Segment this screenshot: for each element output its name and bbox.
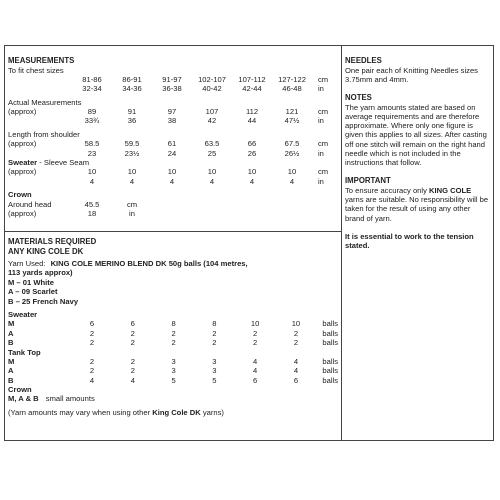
sleeve-label: Sweater - Sleeve Seam	[8, 158, 90, 168]
actual-label: Actual Measurements	[8, 97, 82, 107]
tank-row-m: M 2 2 3 3 4 4 balls	[8, 356, 338, 366]
measurements-title: MEASUREMENTS	[8, 56, 75, 65]
needles-block	[345, 56, 491, 84]
tension-text: It is essential to work to the tension stated.	[345, 231, 474, 250]
length-label: Length from shoulder	[8, 129, 80, 139]
notes-block	[345, 93, 491, 167]
crown-cm-row: Around head 45.5 cm	[8, 199, 138, 209]
length-in-row: 23 23½ 24 25 26 26½ in	[87, 148, 324, 158]
sleeve-in-row: 4 4 4 4 4 4 in	[89, 176, 324, 186]
to-fit-cm-row: 81-86 86-91 91-97 102-107 107-112 127-122 cm	[82, 74, 329, 84]
notes-text: The yarn amounts stated are based on average requirements and are therefore approximate. Where only one figure is given this applies to all sizes. After casting off one stitch will remain on the right hand needle which is not included in the instructions that follow.	[345, 102, 487, 167]
sweater-row-m: M 6 6 8 8 10 10 balls	[8, 319, 338, 329]
sweater-row-a: A 2 2 2 2 2 2 balls	[8, 328, 338, 338]
section-divider	[5, 231, 341, 232]
important-block	[345, 176, 491, 223]
measurements-section	[8, 56, 338, 218]
sweater-title: Sweater	[8, 309, 38, 319]
needles-text: One pair each of Knitting Needles sizes 3.75mm and 4mm.	[345, 65, 478, 84]
tank-row-a: A 2 2 3 3 4 4 balls	[8, 366, 338, 376]
important-title: IMPORTANT	[345, 176, 391, 186]
right-column	[345, 56, 491, 259]
crown-title: Crown	[8, 190, 32, 200]
tension-block	[345, 232, 491, 251]
actual-cm-row: (approx) 89 91 97 107 112 121 cm	[8, 107, 329, 117]
notes-title: NOTES	[345, 93, 372, 102]
colour-b: B – 25 French Navy	[8, 296, 79, 306]
pattern-info-box	[4, 45, 494, 441]
measurements-table	[8, 66, 338, 219]
tank-row-b: B 4 4 5 5 6 6 balls	[8, 375, 338, 385]
length-cm-row: (approx) 58.5 59.5 61 63.5 66 67.5 cm	[8, 139, 329, 149]
to-fit-label: To fit chest sizes	[8, 65, 64, 75]
colour-m: M – 01 White	[8, 277, 54, 287]
important-text: To ensure accuracy only KING COLE yarns are suitable. No responsibility will be taken for the result of using any other brand of yarn.	[345, 185, 489, 223]
column-divider	[341, 46, 342, 440]
yarn-used-line: Yarn Used: KING COLE MERINO BLEND DK 50g balls (104 metres,	[8, 259, 248, 268]
actual-in-row: 33¾ 36 38 42 44 47½ in	[84, 116, 324, 126]
crown-materials-line: M, A & B small amounts	[8, 394, 95, 404]
materials-section	[8, 237, 338, 417]
tank-top-title: Tank Top	[8, 347, 41, 357]
needles-title: NEEDLES	[345, 56, 382, 65]
sweater-table	[8, 319, 338, 347]
yarn-note: (Yarn amounts may vary when using other King Cole DK yarns)	[8, 407, 224, 417]
sweater-row-b: B 2 2 2 2 2 2 balls	[8, 338, 338, 348]
yarn-used-line-2: 113 yards approx)	[8, 268, 73, 278]
to-fit-in-row: 32-34 34-36 36-38 40-42 42-44 46-48 in	[82, 84, 324, 94]
tank-top-table	[8, 357, 338, 385]
colour-a: A – 09 Scarlet	[8, 287, 58, 297]
sleeve-cm-row: (approx) 10 10 10 10 10 10 cm	[8, 167, 329, 177]
crown-materials-title: Crown	[8, 385, 32, 395]
crown-in-row: (approx) 18 in	[8, 208, 135, 218]
materials-title: MATERIALS REQUIRED	[8, 237, 97, 246]
materials-subtitle: ANY KING COLE DK	[8, 246, 84, 256]
